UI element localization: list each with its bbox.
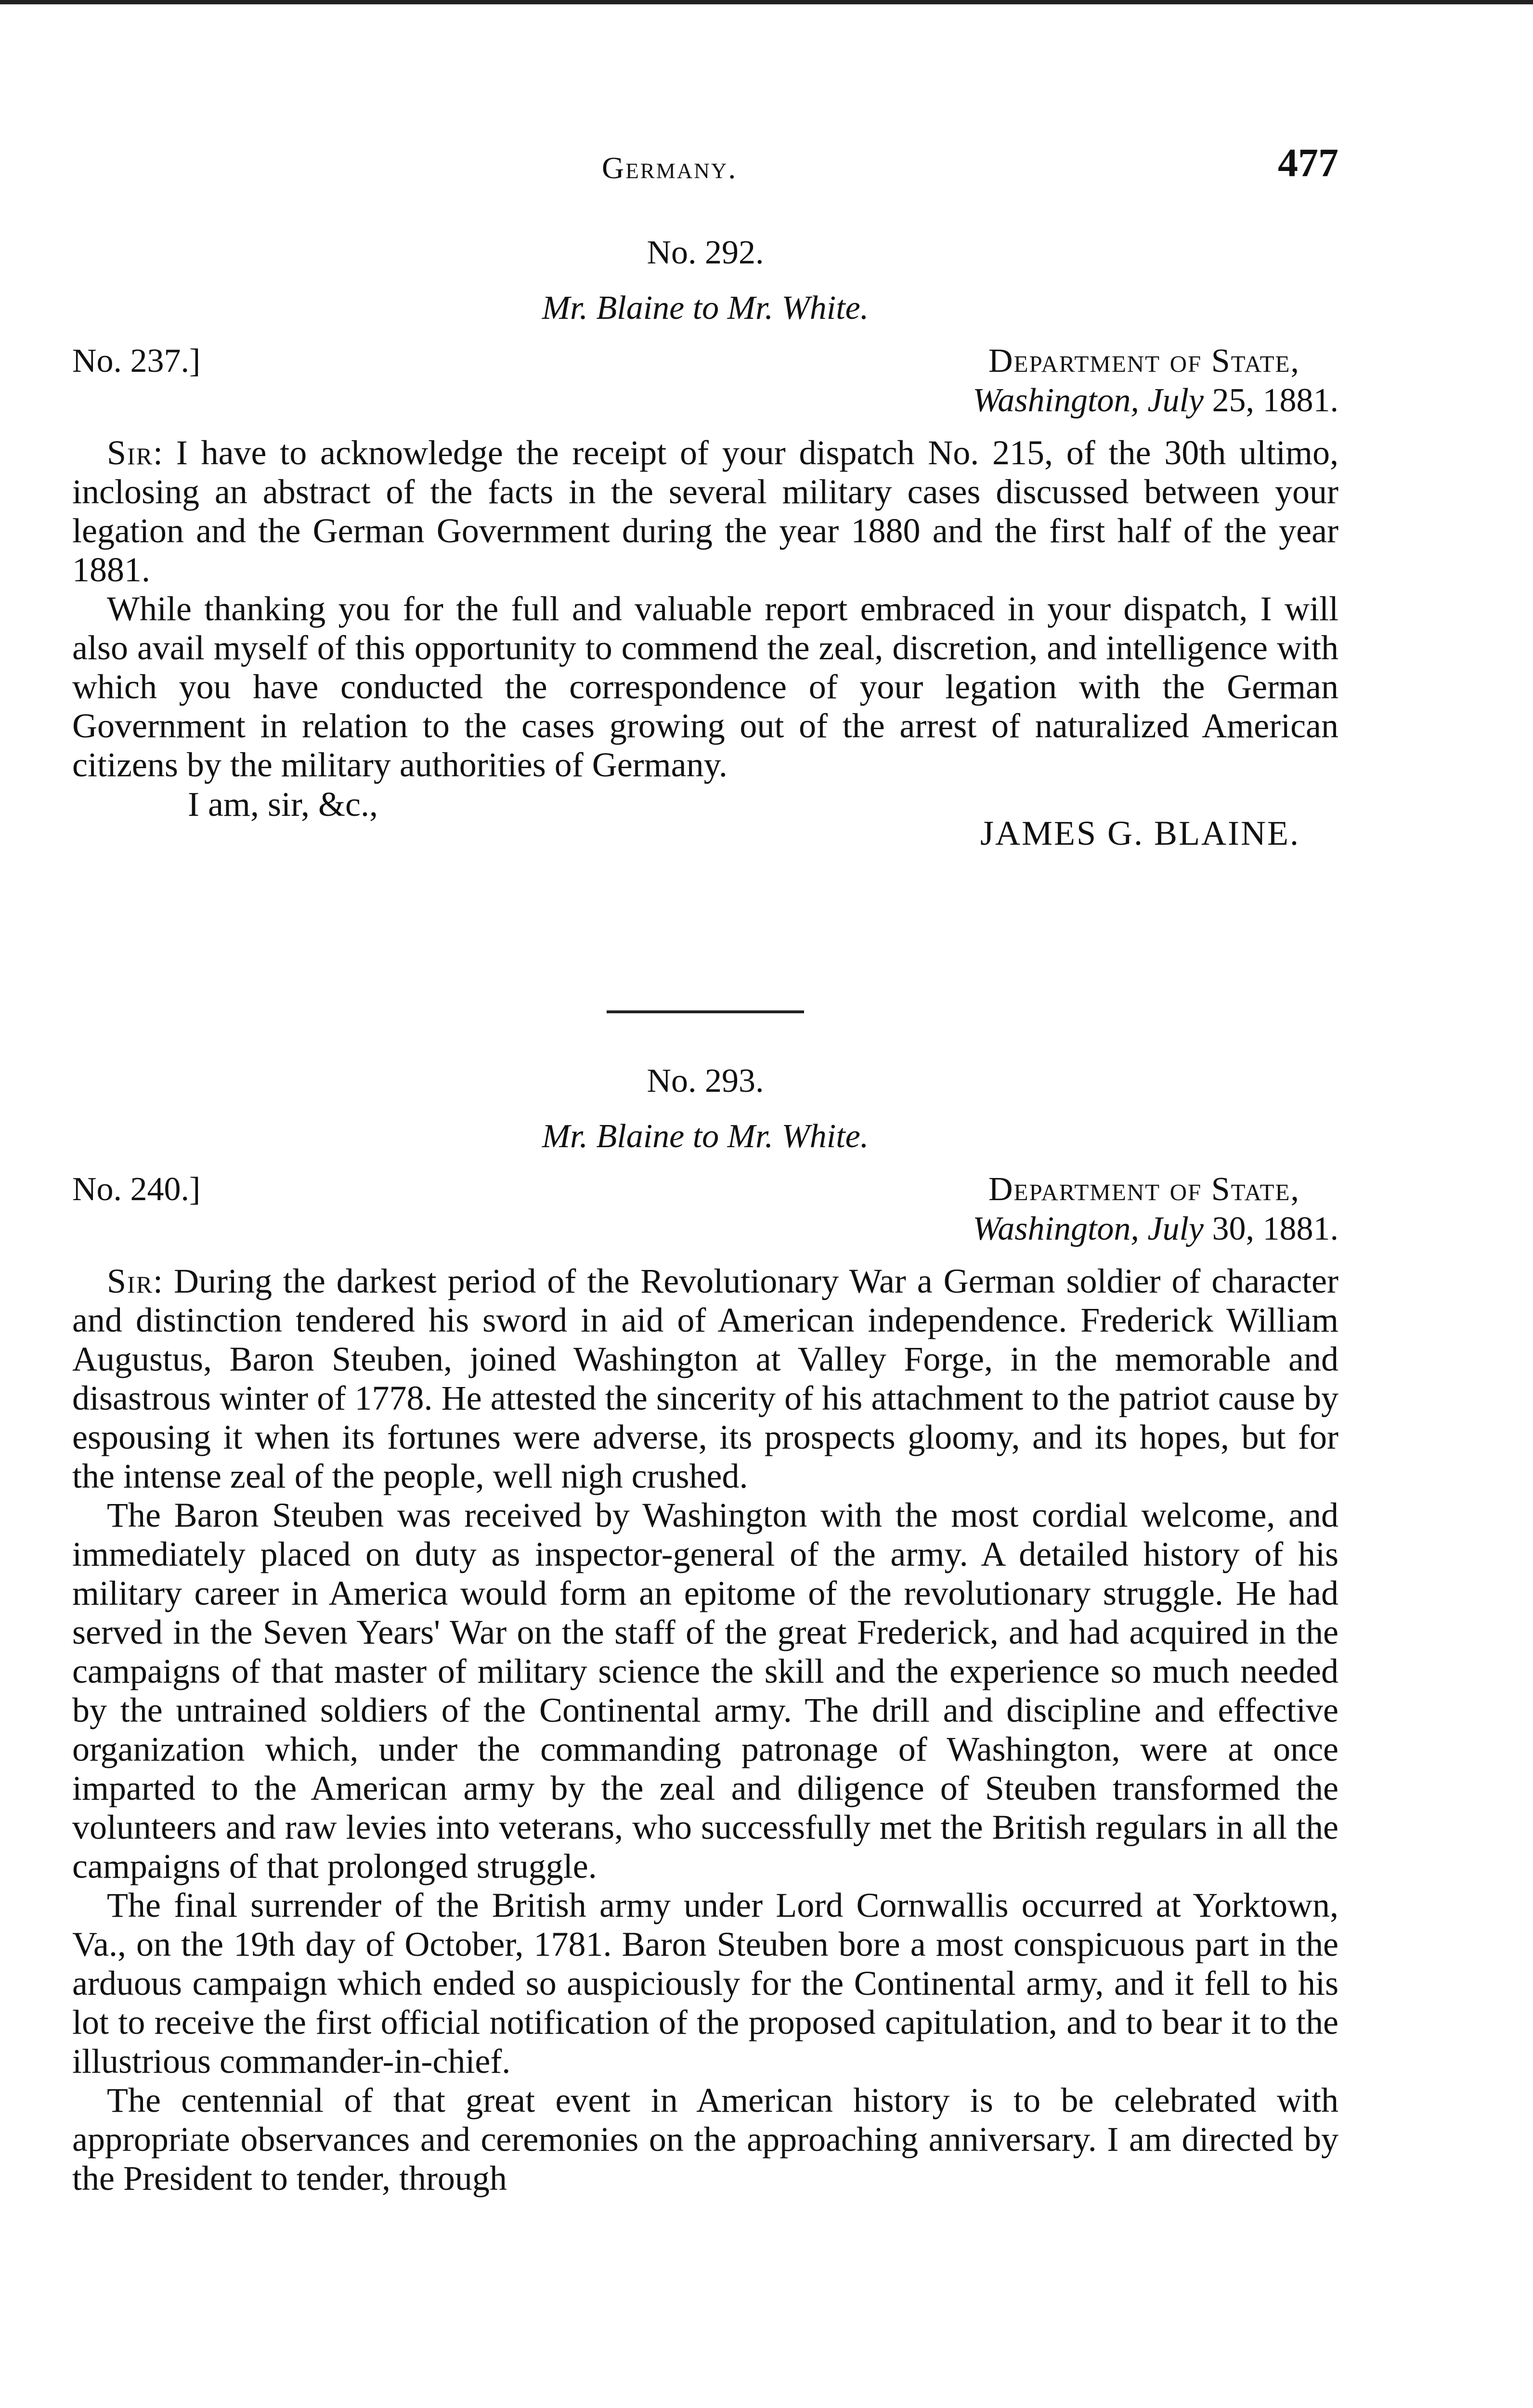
top-edge-rule: [0, 0, 1533, 4]
running-title: Germany.: [602, 151, 738, 185]
letter-paragraph: The Baron Steuben was received by Washington with the most cordial welcome, and immediately placed on duty as inspector-general of the army. A detailed history of his military career in America would form an epitome of the revolutionary struggle. He had served in the Seven Years' War on the staff of the great Frederick, and had acquired in the campaigns of that master of military science the skill and the experience so much needed by the untrained soldiers of the Continental army. The drill and discipline and effective organization which, under the commanding patronage of Washington, were at once imparted to the American army by the zeal and diligence of Steuben transformed the volunteers and raw levies into veterans, who successfully met the British regulars in all the campaigns of that prolonged struggle.: [72, 1496, 1338, 1885]
place-and-date: [973, 381, 1338, 420]
document-292: [72, 226, 1338, 857]
dispatch-reference: No. 237.]: [72, 342, 201, 380]
document-heading: Mr. Blaine to Mr. White.: [542, 1118, 869, 1155]
dateline: [72, 1165, 1338, 1262]
department-name: Department of State,: [988, 342, 1300, 380]
letter-paragraph: [72, 1262, 1338, 1496]
letter-paragraph: [72, 433, 1338, 589]
letter-paragraph: The centennial of that great event in American history is to be celebrated with appropriate observances and ceremonies on the approaching anniversary. I am directed by the President to tender, through: [72, 2081, 1338, 2198]
document-293: [72, 1055, 1338, 2198]
document-number: No. 293.: [647, 1062, 764, 1099]
salutation: Sir: [107, 433, 154, 472]
closing-block: [72, 785, 1338, 857]
signature: JAMES G. BLAINE.: [980, 814, 1300, 852]
dispatch-reference: No. 240.]: [72, 1171, 201, 1208]
running-header: [72, 140, 1338, 193]
letter-paragraph: The final surrender of the British army under Lord Cornwallis occurred at Yorktown, Va., on the 19th day of October, 1781. Baron Steuben bore a most conspicuous part in the arduous campaign which ended so auspiciously for the Continental army, and it fell to his lot to receive the first official notification of the proposed capitulation, and to bear it to the illustrious commander-in-chief.: [72, 1886, 1338, 2081]
document-heading: Mr. Blaine to Mr. White.: [542, 289, 869, 327]
date: 30, 1881.: [1204, 1210, 1338, 1247]
complimentary-close: I am, sir, &c.,: [188, 785, 378, 824]
page-number: 477: [1278, 141, 1338, 185]
letter-paragraph: While thanking you for the full and valuable report embraced in your dispatch, I will also avail myself of this opportunity to commend the zeal, discretion, and intelligence with which you have conducted the correspondence of your legation with the German Government in relation to the cases growing out of the arrest of naturalized American citizens by the military authorities of Germany.: [72, 589, 1338, 784]
dateline: [72, 337, 1338, 433]
date: 25, 1881.: [1204, 382, 1338, 419]
place: Washington, July: [973, 382, 1204, 419]
place-and-date: [973, 1210, 1338, 1248]
department-name: Department of State,: [988, 1171, 1300, 1208]
salutation: Sir: [107, 1262, 154, 1300]
paragraph-text: : I have to acknowledge the receipt of your dispatch No. 215, of the 30th ultimo, inclosing an abstract of the facts in the several military cases discussed between your legation and the German Government during the year 1880 and the first half of the year 1881.: [72, 433, 1338, 589]
document-number: No. 292.: [647, 234, 764, 271]
place: Washington, July: [973, 1210, 1204, 1247]
paragraph-text: : During the darkest period of the Revolutionary War a German soldier of character and distinction tendered his sword in aid of American independence. Frederick William Augustus, Baron Steuben, joined Washington at Valley Forge, in the memorable and disastrous winter of 1778. He attested the sincerity of his attachment to the patriot cause by espousing it when its fortunes were adverse, its prospects gloomy, and its hopes, but for the intense zeal of the people, well nigh crushed.: [72, 1262, 1338, 1495]
section-divider: [607, 1010, 804, 1013]
